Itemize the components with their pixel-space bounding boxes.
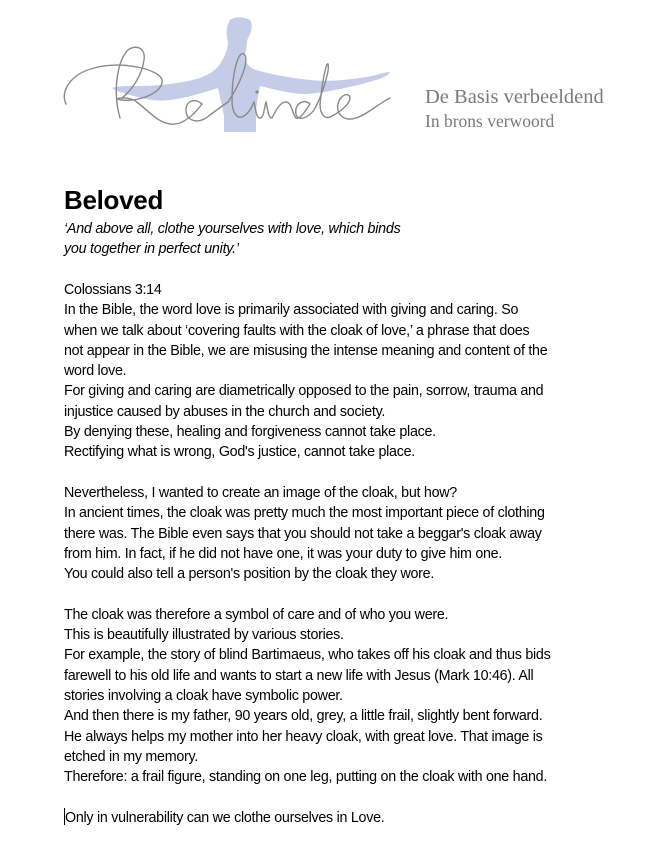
blank-line xyxy=(64,584,550,604)
text-line: etched in my memory. xyxy=(64,748,198,765)
text-line: For example, the story of blind Bartimaeus, who takes off his cloak and thus bids xyxy=(64,647,551,664)
epigraph-quote[interactable] xyxy=(64,219,400,260)
blank-line xyxy=(64,787,550,807)
tagline-line-1: De Basis verbeeldend xyxy=(425,86,604,108)
text-line: For giving and caring are diametrically opposed to the pain, sorrow, trauma and xyxy=(64,383,544,400)
quote-line: you together in perfect unity.’ xyxy=(64,241,239,258)
text-line: Therefore: a frail figure, standing on one leg, putting on the cloak with one hand. xyxy=(64,769,548,786)
text-line: By denying these, healing and forgiveness cannot take place. xyxy=(64,424,436,441)
tagline xyxy=(425,84,604,132)
text-line: You could also tell a person's position by the cloak they wore. xyxy=(64,566,435,583)
text-line: This is beautifully illustrated by various stories. xyxy=(64,627,344,644)
text-line: there was. The Bible even says that you should not take a beggar's cloak away xyxy=(64,525,542,542)
closing-text: Only in vulnerability can we clothe ourselves in Love. xyxy=(65,809,385,826)
text-line: not appear in the Bible, we are misusing the intense meaning and content of the xyxy=(64,342,548,359)
text-line: word love. xyxy=(64,363,127,380)
text-line: from him. In fact, if he did not have one, it was your duty to give him one. xyxy=(64,545,503,562)
quote-line: ‘And above all, clothe yourselves with love, which binds xyxy=(64,221,401,237)
text-line: farewell to his old life and wants to start a new life with Jesus (Mark 10:46). All xyxy=(64,667,534,684)
tagline-line-2: In brons verwoord xyxy=(425,111,555,131)
relinde-logo xyxy=(60,14,400,136)
text-line: stories involving a cloak have symbolic power. xyxy=(64,687,343,704)
text-line: In the Bible, the word love is primarily associated with giving and caring. So xyxy=(64,302,519,319)
text-line: when we talk about ‘covering faults with the cloak of love,’ a phrase that does xyxy=(64,322,530,339)
document-body[interactable] xyxy=(64,280,550,828)
scripture-reference: Colossians 3:14 xyxy=(64,282,162,298)
blank-line xyxy=(64,463,550,483)
dancer-figure-icon xyxy=(112,17,390,132)
text-line: Rectifying what is wrong, God's justice, cannot take place. xyxy=(64,444,415,461)
text-line: Nevertheless, I wanted to create an image of the cloak, but how? xyxy=(64,484,457,501)
text-line: And then there is my father, 90 years old, grey, a little frail, slightly bent forward. xyxy=(64,708,543,725)
text-line: In ancient times, the cloak was pretty much the most important piece of clothing xyxy=(64,505,545,522)
text-line: He always helps my mother into her heavy cloak, with great love. That image is xyxy=(64,728,543,745)
document-title[interactable]: Beloved xyxy=(64,185,164,215)
text-line: The cloak was therefore a symbol of care and of who you were. xyxy=(64,606,449,623)
text-line: injustice caused by abuses in the church and society. xyxy=(64,403,386,420)
closing-line xyxy=(64,808,550,828)
logo-graphic xyxy=(60,14,400,136)
